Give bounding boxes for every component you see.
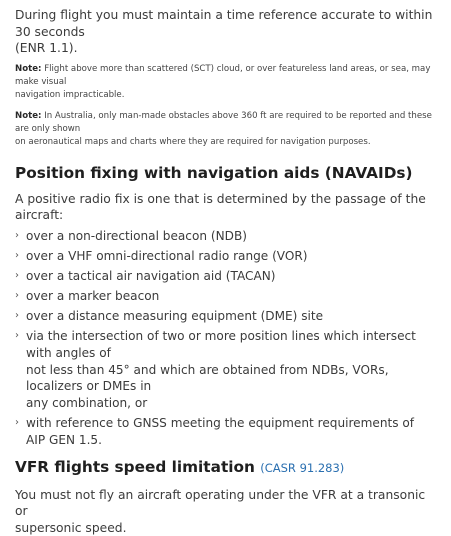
chevron-right-icon: › (15, 229, 19, 241)
chevron-right-icon: › (15, 249, 19, 261)
note-text-line-2: navigation impracticable. (15, 89, 125, 100)
chevron-right-icon: › (15, 329, 19, 341)
casr-reference-link[interactable]: (CASR 91.283) (260, 460, 345, 475)
list-item-text: over a VHF omni-directional radio range (VOR) (26, 248, 308, 263)
list-item-text: over a tactical air navigation aid (TACAN) (26, 268, 276, 283)
list-item-text: any combination, or (26, 396, 148, 411)
intro-line-2: (ENR 1.1). (15, 41, 78, 55)
note-label: Note: (15, 110, 42, 121)
list-item (15, 228, 436, 245)
list-item (15, 415, 436, 449)
list-item-text: with reference to GNSS meeting the equipment requirements of AIP GEN 1.5. (26, 416, 415, 448)
chevron-right-icon: › (15, 417, 19, 429)
list-item-text: not less than 45° and which are obtained from NDBs, VORs, localizers or DMEs in (26, 362, 389, 394)
chevron-right-icon: › (15, 269, 19, 281)
list-item-text: over a non-directional beacon (NDB) (26, 228, 247, 243)
chevron-right-icon: › (15, 309, 19, 321)
navaid-fix-list (15, 228, 436, 449)
intro-line-1: During flight you must maintain a time reference accurate to within 30 seconds (15, 8, 433, 39)
intro-paragraph (15, 7, 436, 57)
list-item (15, 288, 436, 305)
list-item (15, 308, 436, 325)
vfr-line-2: supersonic speed. (15, 520, 127, 535)
vfr-line-1: You must not fly an aircraft operating under the VFR at a transonic or (15, 487, 426, 519)
note-obstacles (15, 110, 436, 149)
heading-text: VFR flights speed limitation (15, 457, 255, 476)
list-item (15, 268, 436, 285)
list-item-text: via the intersection of two or more position lines which intersect with angles of (26, 328, 416, 360)
list-item-text: over a distance measuring equipment (DME) site (26, 308, 324, 323)
navaids-lead: A positive radio fix is one that is determined by the passage of the aircraft: (15, 191, 426, 222)
list-item (15, 328, 436, 412)
note-label: Note: (15, 63, 42, 74)
note-sct-cloud (15, 63, 436, 102)
note-text-line-2: on aeronautical maps and charts where they are required for navigation purposes. (15, 136, 371, 147)
chevron-right-icon: › (15, 289, 19, 301)
list-item (15, 248, 436, 265)
section-heading-vfr-speed (15, 457, 436, 478)
note-text-line-1: Flight above more than scattered (SCT) cloud, or over featureless land areas, or sea, may make visual (15, 63, 431, 87)
section-heading-navaids: Position fixing with navigation aids (NAVAIDs) (15, 163, 413, 182)
list-item-text: over a marker beacon (26, 288, 160, 303)
vfr-speed-paragraph (15, 487, 436, 536)
note-text-line-1: In Australia, only man-made obstacles above 360 ft are required to be reported and these are only shown (15, 110, 432, 134)
